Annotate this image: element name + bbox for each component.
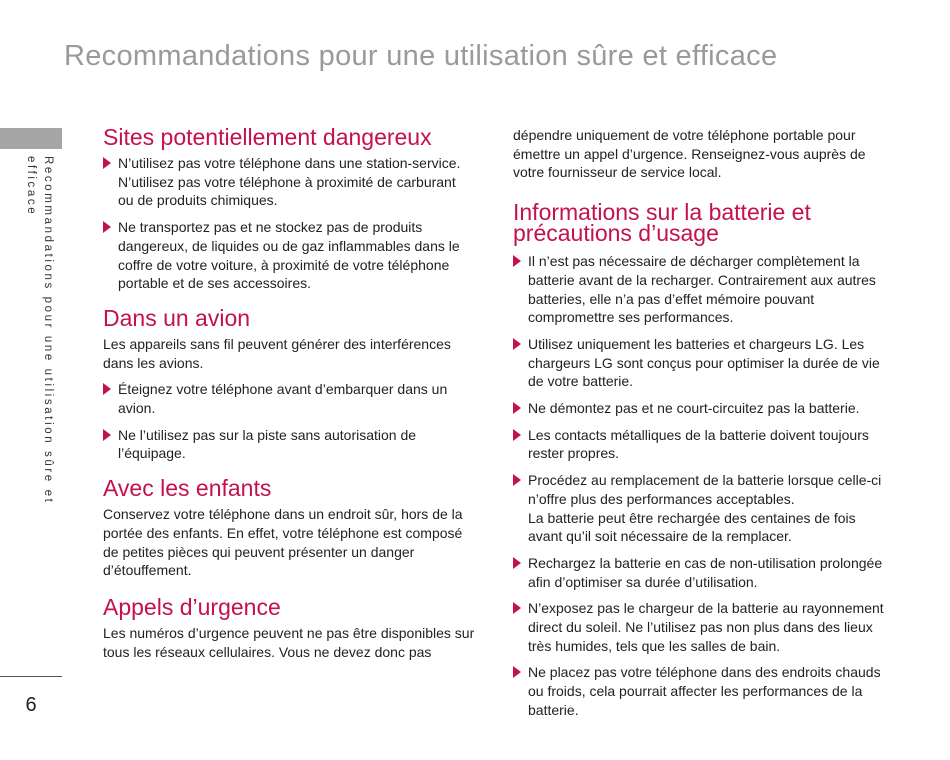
left-column: [103, 126, 475, 675]
bullet-text: Ne démontez pas et ne court-circuitez pas la batterie.: [528, 400, 860, 417]
section-heading: Sites potentiellement dangereux: [103, 124, 432, 150]
bullet-text: Ne placez pas votre téléphone dans des endroits chauds ou froids, cela pourrait affecter les performances de la batterie.: [528, 664, 881, 718]
section-heading: Informations sur la batterie et précautions d’usage: [513, 199, 811, 247]
bullet-item: [103, 380, 475, 417]
arrow-bullet-icon: [103, 221, 111, 233]
bullet-item: [103, 218, 475, 293]
section-urgence: [103, 593, 475, 661]
bullet-text: Procédez au remplacement de la batterie lorsque celle-ci n’offre plus des performances acceptables.: [528, 472, 882, 507]
bullet-text: Ne l’utilisez pas sur la piste sans autorisation de l’équipage.: [118, 426, 417, 462]
bullet-text: Les contacts métalliques de la batterie doivent toujours rester propres.: [528, 426, 869, 462]
bullet-text: Éteignez votre téléphone avant d’embarquer dans un avion.: [118, 381, 448, 417]
section-heading: Dans un avion: [103, 304, 251, 331]
bullet-item: [513, 335, 885, 391]
bullet-text: N’exposez pas le chargeur de la batterie au rayonnement direct du soleil. Ne l’utilisez pas non plus dans des lieux très humides, tels que les salles de bain.: [528, 600, 884, 654]
bullet-item: [103, 426, 475, 463]
right-column: [513, 126, 885, 732]
bullet-item: [513, 426, 885, 463]
paragraph-continuation: dépendre uniquement de votre téléphone portable pour émettre un appel d’urgence. Renseignez-vous auprès de votre fournisseur de service local.: [513, 127, 866, 181]
bullet-item: [513, 554, 885, 591]
side-tab-label: Recommandations pour une utilisation sûre et efficace: [25, 156, 54, 505]
side-tab-marker: [0, 128, 62, 149]
arrow-bullet-icon: [513, 338, 521, 350]
arrow-bullet-icon: [103, 383, 111, 395]
section-sites: [103, 126, 475, 293]
footer-divider: [0, 676, 62, 677]
arrow-bullet-icon: [513, 557, 521, 569]
section-avion: [103, 304, 475, 463]
bullet-item: [513, 252, 885, 327]
page-title: Recommandations pour une utilisation sûre et efficace: [64, 40, 778, 72]
arrow-bullet-icon: [103, 429, 111, 441]
arrow-bullet-icon: [513, 666, 521, 678]
bullet-item: [103, 154, 475, 210]
arrow-bullet-icon: [513, 402, 521, 414]
paragraph: Les appareils sans fil peuvent générer des interférences dans les avions.: [103, 335, 451, 371]
bullet-text-extra: La batterie peut être rechargée des centaines de fois avant qu’il soit nécessaire de la remplacer.: [528, 509, 856, 545]
arrow-bullet-icon: [103, 157, 111, 169]
section-heading: Avec les enfants: [103, 475, 272, 502]
section-enfants: [103, 477, 475, 580]
bullet-text: N’utilisez pas votre téléphone dans une station-service. N’utilisez pas votre téléphone à proximité de carburant ou de produits chimiques.: [118, 155, 461, 209]
arrow-bullet-icon: [513, 474, 521, 486]
arrow-bullet-icon: [513, 429, 521, 441]
bullet-text: Il n’est pas nécessaire de décharger complètement la batterie avant de la recharger. Contrairement aux autres batteries, elle n’a pas d’effet mémoire pouvant compromettre ses performances.: [528, 253, 876, 326]
arrow-bullet-icon: [513, 255, 521, 267]
bullet-text: Utilisez uniquement les batteries et chargeurs LG. Les chargeurs LG sont conçus pour optimiser la durée de vie de votre batterie.: [528, 335, 880, 390]
arrow-bullet-icon: [513, 602, 521, 614]
bullet-text: Ne transportez pas et ne stockez pas de produits dangereux, de liquides ou de gaz inflammables dans le coffre de votre voiture, à proximité de votre téléphone portable et de ses accessoires.: [118, 219, 460, 292]
bullet-item: [513, 399, 885, 418]
section-heading: Appels d’urgence: [103, 593, 281, 620]
page-number: 6: [25, 694, 37, 716]
bullet-text: Rechargez la batterie en cas de non-utilisation prolongée afin d’optimiser sa durée d’utilisation.: [528, 554, 883, 590]
bullet-item: [513, 663, 885, 719]
section-batterie: [513, 199, 885, 719]
bullet-item: [513, 599, 885, 655]
bullet-item: [513, 471, 885, 546]
paragraph: Les numéros d’urgence peuvent ne pas être disponibles sur tous les réseaux cellulaires. Vous ne devez donc pas: [103, 624, 475, 660]
paragraph: Conservez votre téléphone dans un endroit sûr, hors de la portée des enfants. En effet, votre téléphone est composé de petites pièces qui peuvent présenter un danger d’étouffement.: [103, 506, 463, 579]
